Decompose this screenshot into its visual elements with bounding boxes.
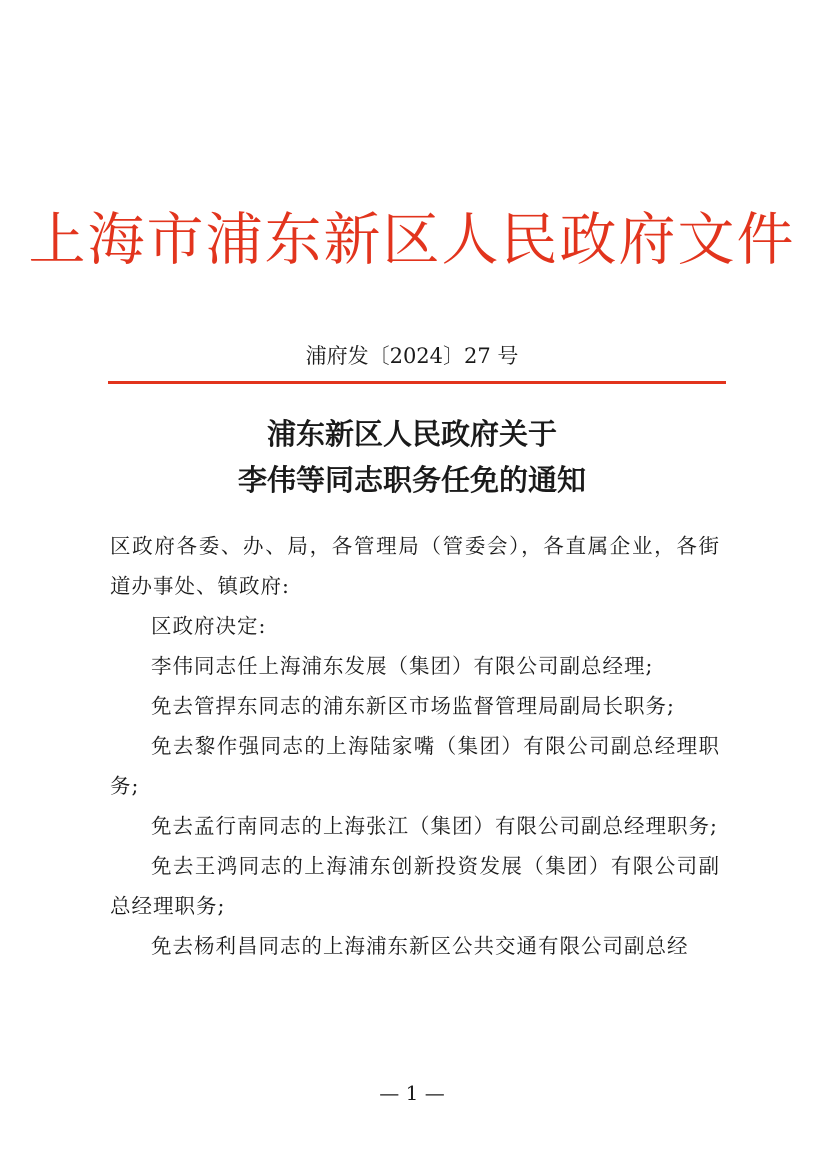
paragraph: 免去孟行南同志的上海张江（集团）有限公司副总经理职务; — [151, 814, 718, 838]
document-number: 浦府发〔2024〕27 号 — [305, 344, 519, 368]
notice-title-line-1: 浦东新区人民政府关于 — [266, 417, 557, 451]
paragraph: 免去杨利昌同志的上海浦东新区公共交通有限公司副总经 — [151, 934, 689, 958]
red-divider — [108, 381, 726, 384]
notice-title-line-2: 李伟等同志职务任免的通知 — [237, 463, 586, 497]
paragraph: 免去黎作强同志的上海陆家嘴（集团）有限公司副总经理职务; — [110, 734, 720, 798]
masthead-title: 上海市浦东新区人民政府文件 — [28, 207, 796, 273]
paragraph: 免去王鸿同志的上海浦东创新投资发展（集团）有限公司副总经理职务; — [110, 854, 720, 918]
paragraph: 李伟同志任上海浦东发展（集团）有限公司副总经理; — [151, 654, 654, 678]
page-number: — 1 — — [379, 1081, 445, 1105]
addressee: 区政府各委、办、局，各管理局（管委会），各直属企业，各街道办事处、镇政府: — [110, 534, 720, 598]
paragraph: 免去管捍东同志的浦东新区市场监督管理局副局长职务; — [151, 694, 675, 718]
paragraph: 区政府决定: — [151, 614, 267, 638]
notice-body — [110, 526, 720, 966]
